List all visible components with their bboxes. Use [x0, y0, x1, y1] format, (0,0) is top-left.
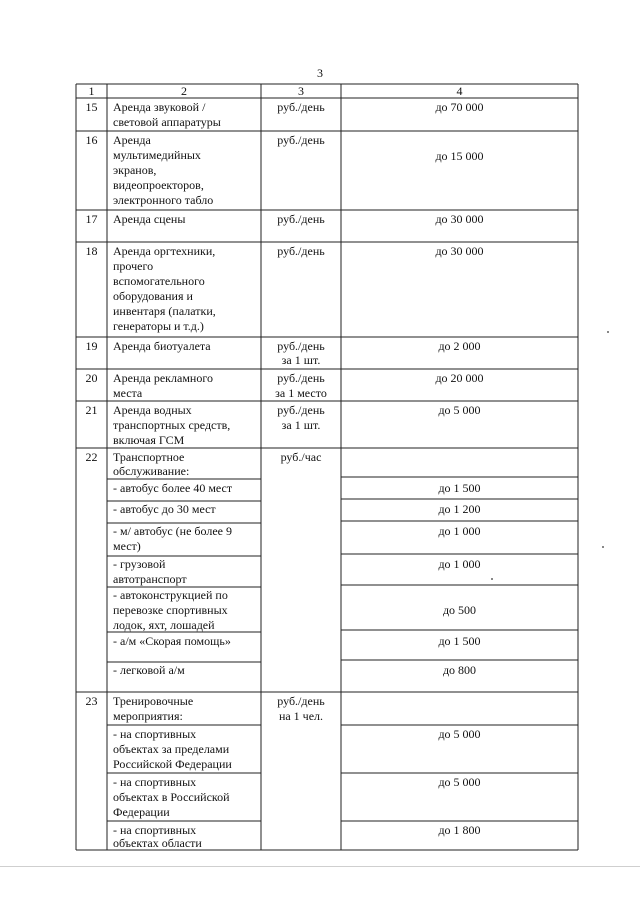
page-number: 3	[317, 66, 323, 80]
row-price: до 30 000	[435, 212, 484, 226]
subitem-price: до 1 000	[438, 557, 481, 571]
row-name-line: световой аппаратуры	[113, 115, 221, 129]
scan-speck	[602, 546, 604, 548]
scan-speck	[491, 578, 493, 580]
row-number: 18	[85, 244, 98, 258]
row-name-line: электронного табло	[113, 193, 214, 207]
row-name-line: Аренда оргтехники,	[113, 244, 216, 258]
row-price: до 30 000	[435, 244, 484, 258]
row-unit: руб./день	[277, 244, 325, 258]
subitem-name-line: - легковой а/м	[113, 663, 185, 677]
subitem-price: до 5 000	[438, 775, 481, 789]
subitem-price: до 1 500	[438, 634, 481, 648]
row-name-line: Аренда рекламного	[113, 371, 213, 385]
row-name-line: Аренда биотуалета	[113, 339, 211, 353]
subitem-name-line: Федерации	[113, 805, 170, 819]
subitem-name-line: автотранспорт	[113, 572, 187, 586]
row-number: 20	[85, 371, 98, 385]
scan-speck	[607, 331, 609, 333]
row-unit: за 1 шт.	[281, 418, 321, 432]
row-unit: руб./день	[277, 371, 325, 385]
row-unit: за 1 место	[275, 386, 327, 400]
row-name-line: обслуживание:	[113, 464, 190, 478]
subitem-name-line: объектах в Российской	[113, 790, 230, 804]
row-unit: руб./день	[277, 339, 325, 353]
subitem-name-line: - автобус до 30 мест	[113, 502, 216, 516]
subitem-price: до 500	[442, 603, 477, 617]
subitem-name-line: - на спортивных	[113, 775, 197, 789]
subitem-name-line: Российской Федерации	[113, 757, 232, 771]
subitem-name-line: лодок, яхт, лошадей	[113, 618, 215, 632]
row-price: до 5 000	[438, 403, 481, 417]
header-col-2: 2	[181, 84, 187, 98]
row-number: 17	[85, 212, 98, 226]
subitem-name-line: - на спортивных	[113, 727, 197, 741]
subitem-price: до 1 500	[438, 481, 481, 495]
row-number: 15	[85, 100, 98, 114]
row-unit: руб./день	[277, 403, 325, 417]
subitem-name-line: - автоконструкцией по	[113, 588, 228, 602]
row-number: 21	[85, 403, 98, 417]
row-unit: руб./день	[277, 100, 325, 114]
subitem-name-line: - грузовой	[113, 557, 166, 571]
row-unit: руб./день	[277, 133, 325, 147]
subitem-name-line: - м/ автобус (не более 9	[113, 524, 233, 538]
subitem-name-line: - автобус более 40 мест	[113, 481, 233, 495]
subitem-name-line: - на спортивных	[113, 823, 197, 837]
header-col-4: 4	[456, 84, 463, 98]
row-name-line: экранов,	[113, 163, 157, 177]
subitem-price: до 800	[442, 663, 477, 677]
row-name-line: Тренировочные	[113, 694, 194, 708]
row-price: до 20 000	[435, 371, 484, 385]
row-unit: руб./день	[277, 212, 325, 226]
subitem-name-line: объектах за пределами	[113, 742, 230, 756]
subitem-name-line: перевозке спортивных	[113, 603, 228, 617]
row-number: 16	[85, 133, 98, 147]
subitem-price: до 1 800	[438, 823, 481, 837]
row-name-line: Аренда	[113, 133, 151, 147]
subitem-name-line: мест)	[113, 539, 141, 553]
row-price: до 70 000	[435, 100, 484, 114]
subitem-name-line: - а/м «Скорая помощь»	[113, 634, 231, 648]
subitem-price: до 1 000	[438, 524, 481, 538]
subitem-name-line: объектах области	[113, 836, 202, 850]
row-name-line: места	[113, 386, 143, 400]
row-unit: руб./день	[277, 694, 325, 708]
row-name-line: Транспортное	[113, 450, 185, 464]
row-unit: за 1 шт.	[281, 353, 321, 367]
row-unit: на 1 чел.	[278, 709, 324, 723]
header-col-3: 3	[298, 84, 304, 98]
row-price: до 15 000	[435, 149, 484, 163]
row-name-line: включая ГСМ	[113, 433, 185, 447]
row-number: 23	[85, 694, 98, 708]
row-name-line: Аренда звуковой /	[113, 100, 206, 114]
row-name-line: Аренда водных	[113, 403, 192, 417]
subitem-price: до 1 200	[438, 502, 481, 516]
row-name-line: транспортных средств,	[113, 418, 231, 432]
row-name-line: инвентаря (палатки,	[113, 304, 216, 318]
row-name-line: мультимедийных	[113, 148, 201, 162]
row-name-line: прочего	[113, 259, 154, 273]
row-name-line: Аренда сцены	[113, 212, 186, 226]
row-number: 22	[85, 450, 98, 464]
row-name-line: видеопроекторов,	[113, 178, 204, 192]
row-name-line: генераторы и т.д.)	[113, 319, 204, 333]
page-bottom-edge	[0, 866, 640, 867]
row-name-line: вспомогательного	[113, 274, 205, 288]
row-name-line: оборудования и	[113, 289, 193, 303]
row-price: до 2 000	[438, 339, 481, 353]
subitem-price: до 5 000	[438, 727, 481, 741]
header-col-1: 1	[88, 84, 95, 98]
row-number: 19	[85, 339, 98, 353]
row-name-line: мероприятия:	[113, 709, 183, 723]
row-unit: руб./час	[280, 450, 322, 464]
